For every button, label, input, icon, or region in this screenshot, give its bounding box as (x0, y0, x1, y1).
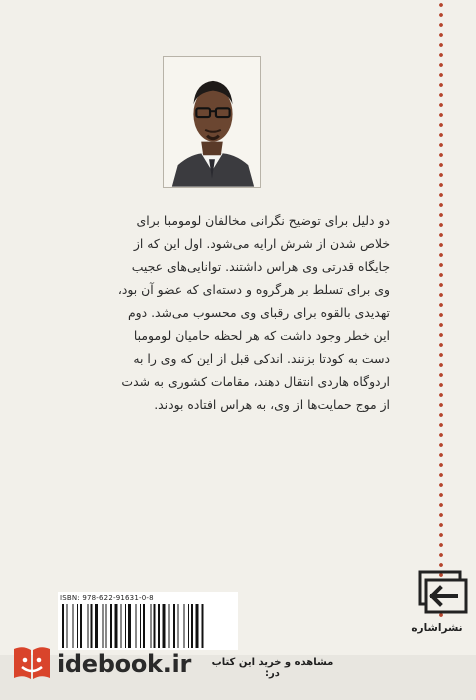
publisher-name: نشراشاره (411, 622, 463, 634)
book-arrow-logo-icon (412, 566, 470, 622)
author-portrait (163, 56, 261, 188)
footer-caption: مشاهده و خرید این کتاب در: (211, 657, 334, 679)
site-link[interactable]: idebook.ir (57, 650, 191, 678)
paragraph-line: این خطر وجود داشت که هر لحظه حامیان لومومبا (133, 328, 390, 343)
barcode-bars (60, 604, 238, 648)
book-smile-icon[interactable] (10, 641, 54, 685)
dotted-border-decoration (438, 0, 444, 620)
cover-paragraph (78, 209, 390, 416)
isbn-text: ISBN: 978-622-91631-0-8 (60, 594, 154, 602)
paragraph-line: وی برای تسلط بر هرگروه و دسته‌ای که عضو آن بود، (117, 282, 390, 297)
paragraph-line: دو دلیل برای توضیح نگرانی مخالفان لومومبا برای (136, 213, 390, 228)
paragraph-line: از موج حمایت‌ها از وی، به هراس افتاده بودند. (154, 397, 390, 412)
paragraph-line: اردوگاه هاردی انتقال دهند، مقامات کشوری به شدت (121, 374, 390, 389)
paragraph-line: خلاص شدن از شرش ارایه می‌شود. اول این که از (133, 236, 390, 251)
paragraph-line: تهدیدی بالقوه برای رقبای وی محسوب می‌شد. دوم (128, 305, 390, 320)
paragraph-line: دست به کودتا بزنند. اندکی قبل از این که وی را به (133, 351, 390, 366)
portrait-illustration (164, 57, 260, 187)
paragraph-line: جایگاه قدرتی وی هراس داشتند. توانایی‌های عجیب (131, 259, 390, 274)
